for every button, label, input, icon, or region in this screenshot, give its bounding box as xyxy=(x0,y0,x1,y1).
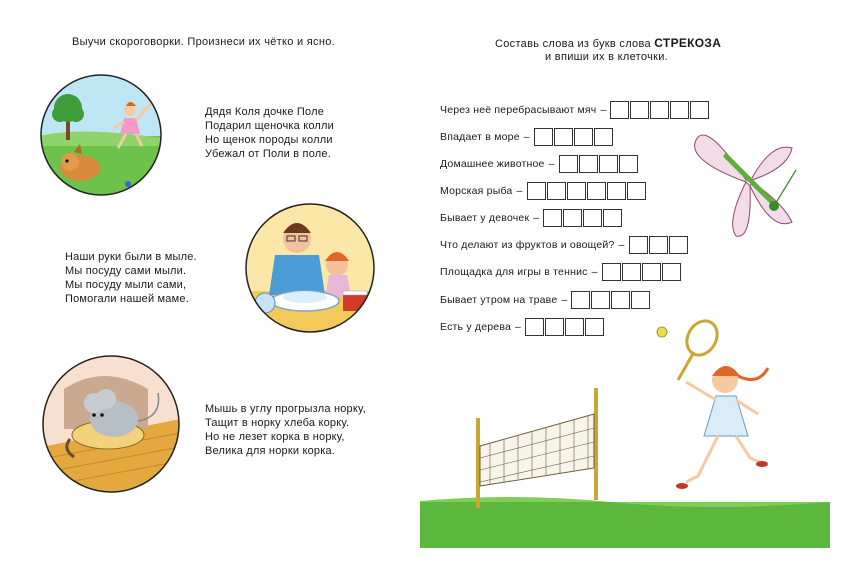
answer-boxes xyxy=(559,155,639,173)
question-dash: – xyxy=(600,104,607,116)
answer-letter-cell[interactable] xyxy=(554,128,573,146)
question-row xyxy=(440,290,651,310)
answer-letter-cell[interactable] xyxy=(559,155,578,173)
answer-boxes xyxy=(534,128,614,146)
answer-letter-cell[interactable] xyxy=(670,101,689,119)
tennis-scene-illustration xyxy=(420,318,858,548)
question-text: Через неё перебрасывают мяч xyxy=(440,104,597,116)
answer-letter-cell[interactable] xyxy=(607,182,626,200)
answer-letter-cell[interactable] xyxy=(594,128,613,146)
question-dash: – xyxy=(618,239,625,251)
question-text: Есть у дерева xyxy=(440,321,512,333)
poem-3 xyxy=(205,402,366,458)
poem-1-line-2: Подарил щеночка колли xyxy=(205,120,335,132)
answer-letter-cell[interactable] xyxy=(567,182,586,200)
question-text: Домашнее животное xyxy=(440,158,545,170)
question-row xyxy=(440,235,689,255)
answer-boxes xyxy=(543,209,623,227)
left-page xyxy=(0,0,420,567)
question-text: Бывает у девочек xyxy=(440,212,530,224)
right-instruction-line-1 xyxy=(495,36,721,50)
answer-letter-cell[interactable] xyxy=(631,291,650,309)
poem-2-line-3: Мы посуду мыли сами, xyxy=(65,279,187,291)
answer-letter-cell[interactable] xyxy=(622,263,641,281)
right-page xyxy=(420,0,858,567)
question-dash: – xyxy=(515,321,522,333)
answer-letter-cell[interactable] xyxy=(630,101,649,119)
poem-3-line-4: Велика для норки корка. xyxy=(205,445,336,457)
answer-letter-cell[interactable] xyxy=(627,182,646,200)
mouse-with-bread-illustration xyxy=(42,355,180,493)
keyword: СТРЕКОЗА xyxy=(654,36,722,50)
poem-2-line-1: Наши руки были в мыле. xyxy=(65,251,197,263)
answer-letter-cell[interactable] xyxy=(629,236,648,254)
left-instruction: Выучи скороговорки. Произнеси их чётко и ясно. xyxy=(72,36,336,48)
answer-letter-cell[interactable] xyxy=(690,101,709,119)
question-row xyxy=(440,262,682,282)
question-text: Площадка для игры в теннис xyxy=(440,266,588,278)
answer-boxes xyxy=(602,263,682,281)
question-text: Морская рыба xyxy=(440,185,513,197)
right-instruction-line-2: и впиши их в клеточки. xyxy=(545,51,669,63)
answer-letter-cell[interactable] xyxy=(611,291,630,309)
washing-dishes-illustration xyxy=(245,203,375,333)
answer-letter-cell[interactable] xyxy=(669,236,688,254)
answer-letter-cell[interactable] xyxy=(527,182,546,200)
answer-letter-cell[interactable] xyxy=(591,291,610,309)
answer-boxes xyxy=(571,291,651,309)
poem-3-line-3: Но не лезет корка в норку, xyxy=(205,431,345,443)
answer-letter-cell[interactable] xyxy=(563,209,582,227)
answer-letter-cell[interactable] xyxy=(543,209,562,227)
answer-letter-cell[interactable] xyxy=(534,128,553,146)
poem-1-line-4: Убежал от Поли в поле. xyxy=(205,148,331,160)
question-text: Бывает утром на траве xyxy=(440,294,558,306)
poem-2-line-2: Мы посуду сами мыли. xyxy=(65,265,187,277)
poem-1-line-1: Дядя Коля дочке Поле xyxy=(205,106,325,118)
poem-2-line-4: Помогали нашей маме. xyxy=(65,293,189,305)
answer-letter-cell[interactable] xyxy=(603,209,622,227)
answer-letter-cell[interactable] xyxy=(649,236,668,254)
question-dash: – xyxy=(561,294,568,306)
poem-2 xyxy=(65,250,197,306)
girl-and-puppy-illustration xyxy=(40,74,162,196)
question-dash: – xyxy=(533,212,540,224)
question-text: Впадает в море xyxy=(440,131,520,143)
answer-letter-cell[interactable] xyxy=(599,155,618,173)
question-row xyxy=(440,181,647,201)
answer-letter-cell[interactable] xyxy=(650,101,669,119)
answer-letter-cell[interactable] xyxy=(662,263,681,281)
answer-letter-cell[interactable] xyxy=(619,155,638,173)
answer-letter-cell[interactable] xyxy=(587,182,606,200)
answer-boxes xyxy=(527,182,647,200)
answer-letter-cell[interactable] xyxy=(642,263,661,281)
question-row xyxy=(440,127,614,147)
answer-letter-cell[interactable] xyxy=(574,128,593,146)
answer-letter-cell[interactable] xyxy=(610,101,629,119)
answer-letter-cell[interactable] xyxy=(571,291,590,309)
answer-letter-cell[interactable] xyxy=(602,263,621,281)
answer-boxes xyxy=(610,101,710,119)
answer-letter-cell[interactable] xyxy=(579,155,598,173)
answer-letter-cell[interactable] xyxy=(583,209,602,227)
question-dash: – xyxy=(516,185,523,197)
question-dash: – xyxy=(548,158,555,170)
answer-boxes xyxy=(629,236,689,254)
question-dash: – xyxy=(523,131,530,143)
question-text: Что делают из фруктов и овощей? xyxy=(440,239,615,251)
poem-1 xyxy=(205,105,334,161)
question-row xyxy=(440,100,710,120)
right-instruction-text: Составь слова из букв слова xyxy=(495,38,651,50)
question-dash: – xyxy=(591,266,598,278)
dragonfly-illustration xyxy=(688,130,808,240)
poem-3-line-1: Мышь в углу прогрызла норку, xyxy=(205,403,366,415)
poem-1-line-3: Но щенок породы колли xyxy=(205,134,333,146)
poem-3-line-2: Тащит в норку хлеба корку. xyxy=(205,417,350,429)
question-row xyxy=(440,208,623,228)
answer-letter-cell[interactable] xyxy=(547,182,566,200)
question-row xyxy=(440,154,639,174)
